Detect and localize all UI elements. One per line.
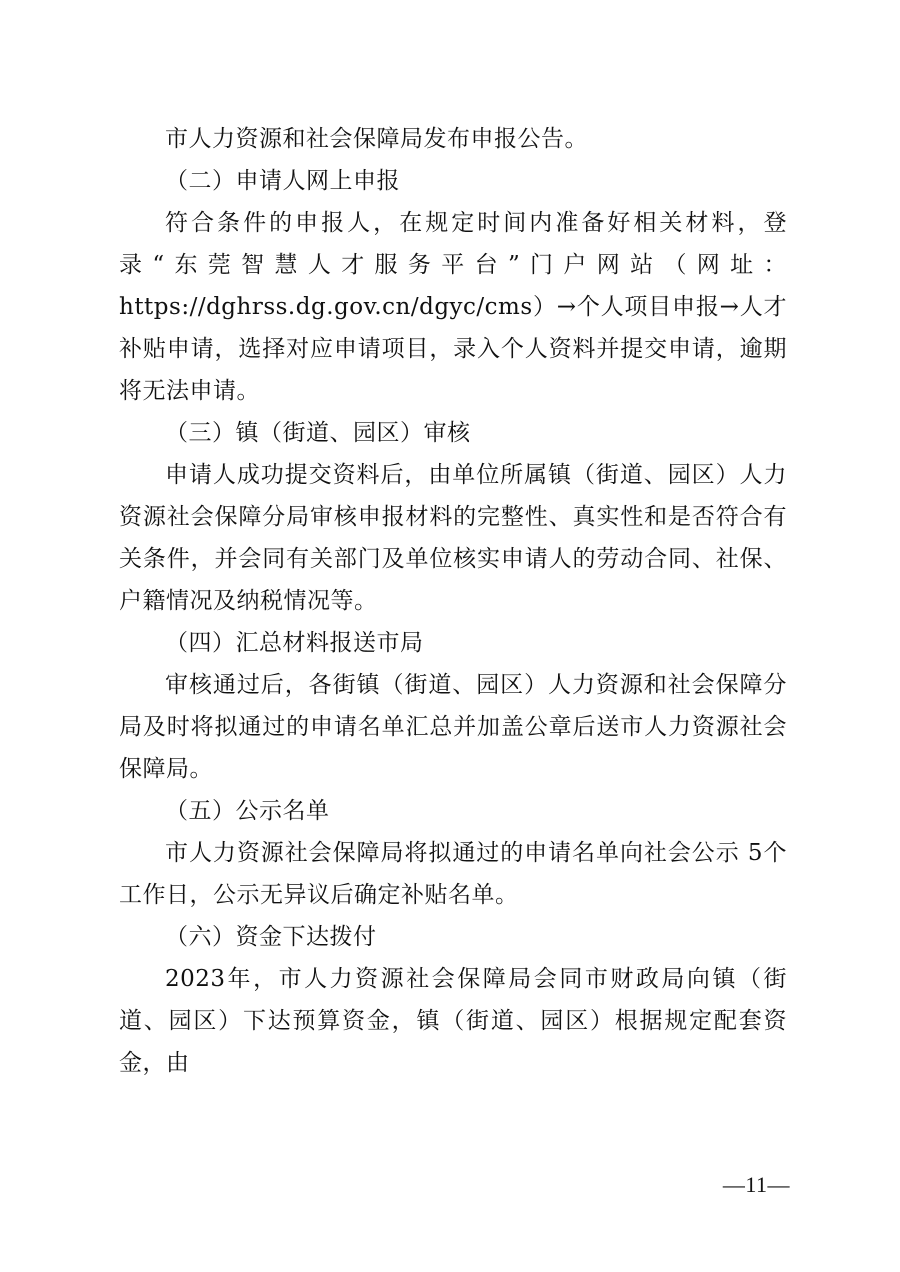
paragraph-town-review: 申请人成功提交资料后，由单位所属镇（街道、园区）人力资源社会保障分局审核申报材料的完整性、真实性和是否符合有关条件，并会同有关部门及单位核实申请人的劳动合同、社保、户籍情况及纳税情况等。 xyxy=(119,462,787,614)
page-number: —11— xyxy=(722,1172,790,1197)
heading-publicize-list: （五）公示名单 xyxy=(165,798,330,824)
paragraph-announcement: 市人力资源和社会保障局发布申报公告。 xyxy=(165,126,588,152)
paragraph-publicize-list: 市人力资源社会保障局将拟通过的申请名单向社会公示 5个工作日，公示无异议后确定补贴名单。 xyxy=(119,840,787,908)
paragraph-submit-to-city: 审核通过后，各街镇（街道、园区）人力资源和社会保障分局及时将拟通过的申请名单汇总并加盖公章后送市人力资源社会保障局。 xyxy=(119,672,787,782)
heading-fund-allocation: （六）资金下达拨付 xyxy=(165,924,377,950)
paragraph-fund-allocation: 2023年，市人力资源社会保障局会同市财政局向镇（街道、园区）下达预算资金，镇（街道、园区）根据规定配套资金，由 xyxy=(119,966,787,1076)
heading-submit-to-city: （四）汇总材料报送市局 xyxy=(165,630,424,656)
heading-town-review: （三）镇（街道、园区）审核 xyxy=(165,420,471,446)
heading-online-application: （二）申请人网上申报 xyxy=(165,168,400,194)
document-body xyxy=(119,118,787,1084)
paragraph-online-application: 符合条件的申报人，在规定时间内准备好相关材料，登录“东莞智慧人才服务平台”门户网站（网址：https://dghrss.dg.gov.cn/dgyc/cms）→个人项目申报→人才补贴申请，选择对应申请项目，录入个人资料并提交申请，逾期将无法申请。 xyxy=(119,210,787,404)
